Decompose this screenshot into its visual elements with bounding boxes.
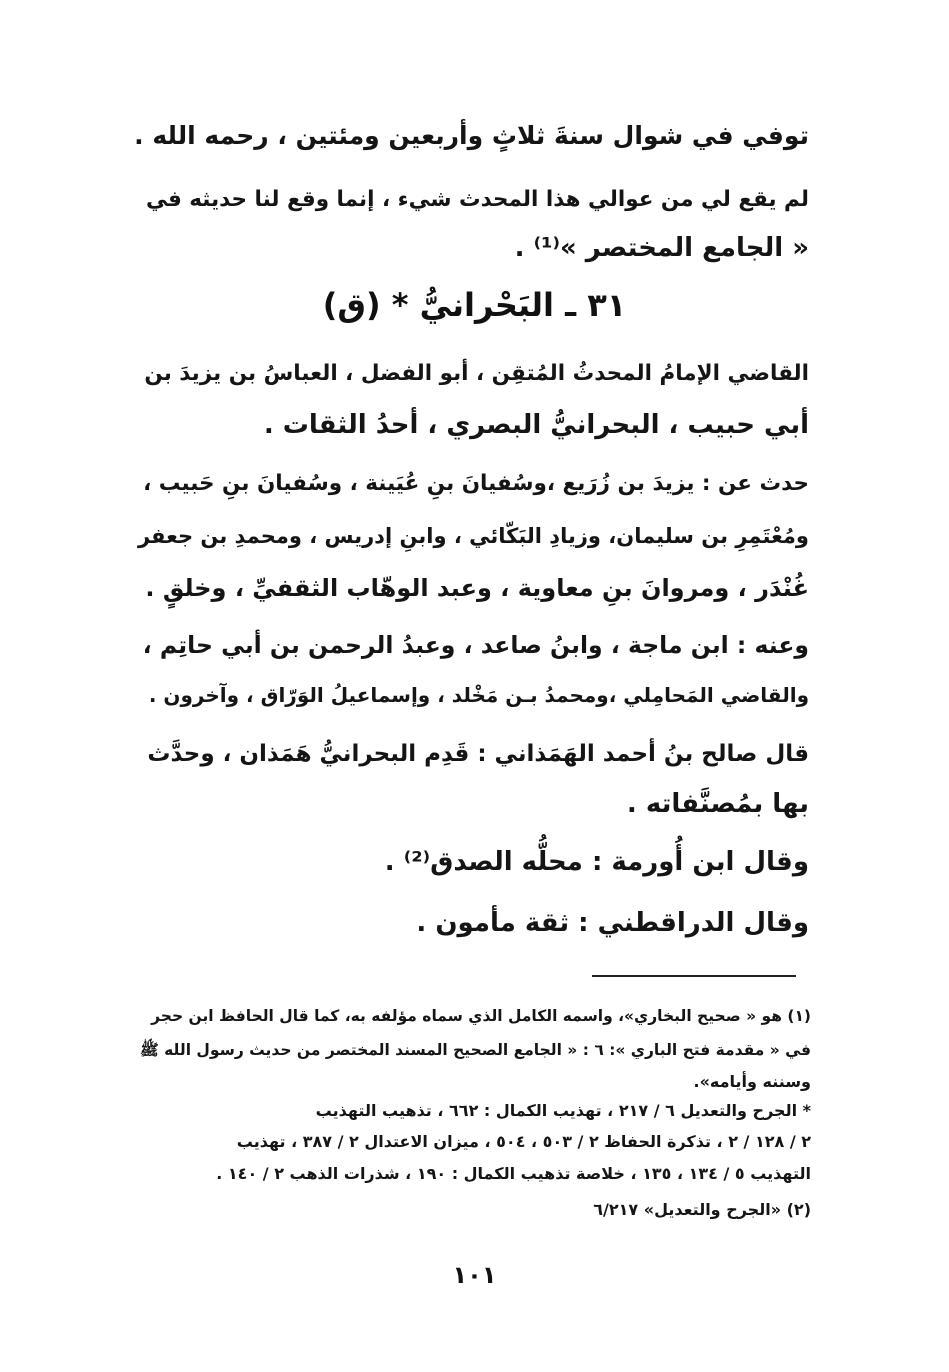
footnote-line-7: (٢) «الجرح والتعديل» ٦/٢١٧ bbox=[593, 1200, 811, 1219]
body-line-3: « الجامع المختصر »⁽¹⁾ . bbox=[514, 233, 809, 263]
body-line-12: بها بمُصنَّفاته . bbox=[626, 789, 809, 819]
footnote-line-5: ٢ / ١٢٨ / ٢ ، تذكرة الحفاظ ٢ / ٥٠٣ ، ٥٠٤ ، ميزان الاعتدال ٢ / ٣٨٧ ، تهذيب bbox=[236, 1132, 811, 1151]
body-line-5: أبي حبيب ، البحرانيُّ البصري ، أحدُ الثقات . bbox=[263, 410, 809, 440]
body-line-1: توفي في شوال سنةَ ثلاثٍ وأربعين ومئتين ، رحمه الله . bbox=[134, 121, 809, 150]
entry-heading: ٣١ ـ البَحْرانيُّ * (ق) bbox=[322, 286, 627, 324]
body-line-6: حدث عن : يزيدَ بن زُرَيع ،وسُفيانَ بنِ عُيَينة ، وسُفيانَ بنِ حَبيب ، bbox=[143, 471, 809, 496]
footnote-line-1: (١) هو « صحيح البخاري»، واسمه الكامل الذي سماه مؤلفه به، كما قال الحافظ ابن حجر bbox=[151, 1007, 811, 1025]
body-line-2: لم يقع لي من عوالي هذا المحدث شيء ، إنما وقع لنا حديثه في bbox=[145, 187, 809, 212]
body-line-11: قال صالح بنُ أحمد الهَمَذاني : قَدِم البحرانيُّ هَمَذان ، وحدَّث bbox=[147, 741, 809, 767]
body-line-7: ومُعْتَمِرِ بن سليمان، وزيادِ البَكّائي ، وابنِ إدريس ، ومحمدِ بن جعفر bbox=[137, 524, 809, 548]
footnote-line-3: وسننه وأيامه». bbox=[693, 1072, 811, 1091]
body-line-9: وعنه : ابن ماجة ، وابنُ صاعد ، وعبدُ الرحمن بن أبي حاتِم ، bbox=[142, 631, 809, 659]
body-line-10: والقاضي المَحامِلي ،ومحمدُ بـن مَخْلد ، وإسماعيلُ الوَرّاق ، وآخرون . bbox=[148, 683, 809, 707]
footnote-line-4: * الجرح والتعديل ٦ / ٢١٧ ، تهذيب الكمال : ٦٦٢ ، تذهيب التهذيب bbox=[315, 1101, 811, 1120]
body-line-8: غُنْدَر ، ومروانَ بنِ معاوية ، وعبد الوهّاب الثقفيِّ ، وخلقٍ . bbox=[145, 574, 809, 602]
footnote-divider bbox=[592, 975, 796, 977]
footnote-line-6: التهذيب ٥ / ١٣٤ ، ١٣٥ ، خلاصة تذهيب الكمال : ١٩٠ ، شذرات الذهب ٢ / ١٤٠ . bbox=[216, 1164, 811, 1183]
body-line-14: وقال الدراقطني : ثقة مأمون . bbox=[416, 908, 809, 938]
body-line-13: وقال ابن أُورمة : محلُّه الصدق⁽²⁾ . bbox=[384, 847, 809, 877]
footnote-line-2: في « مقدمة فتح الباري »: ٦ : « الجامع الصحيح المسند المختصر من حديث رسول الله ﷺ bbox=[140, 1041, 811, 1059]
body-line-4: القاضي الإمامُ المحدثُ المُتقِن ، أبو الفضل ، العباسُ بن يزيدَ بن bbox=[144, 361, 809, 386]
page-number: ١٠١ bbox=[452, 1261, 497, 1289]
